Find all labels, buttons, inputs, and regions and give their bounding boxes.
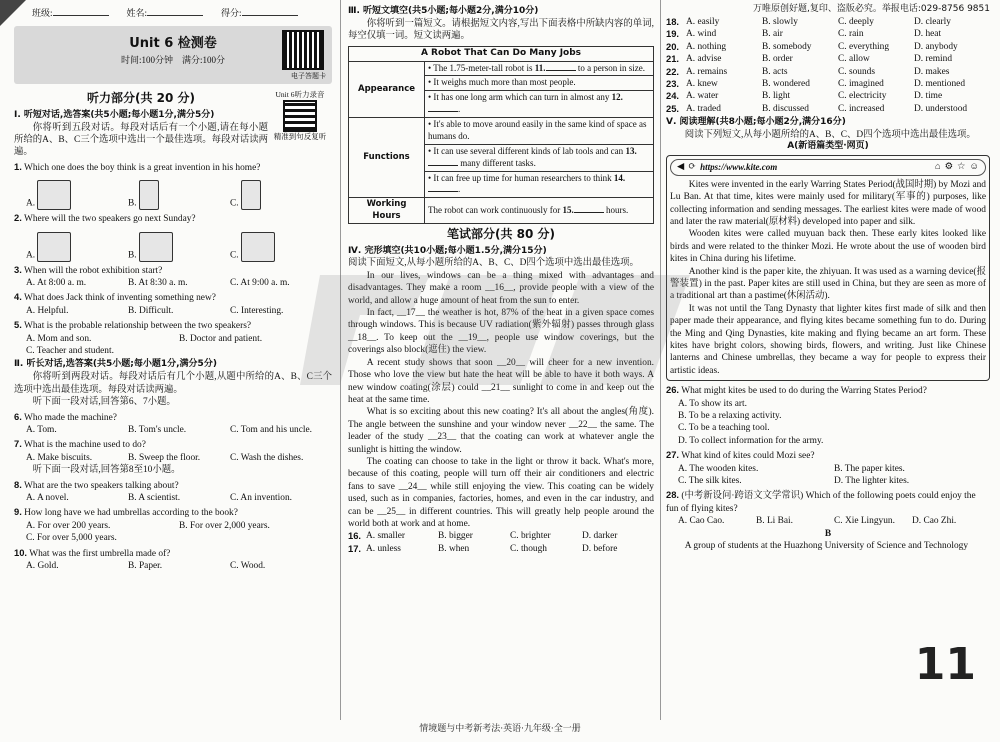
question-10: 10. What was the first umbrella made of?: [14, 546, 171, 559]
refresh-icon[interactable]: ⟳: [688, 162, 697, 173]
score-label: 得分:: [221, 8, 242, 18]
section-4-title: Ⅳ. 完形填空(共10小题;每小题1.5分,满分15分): [348, 245, 547, 256]
page-number-badge: 11: [914, 639, 976, 690]
student-info: [14, 8, 332, 20]
cloze-options-list: [666, 16, 990, 115]
section-5-intro: 阅读下列短文,从每小题所给的A、B、C、D四个选项中选出最佳选项。: [684, 130, 976, 140]
cloze-option-row: 23. A. knew B. wondered C. imagined D. mentioned: [666, 77, 966, 89]
reading-p2: Wooden kites were called muyuan back then. These early kites looked like birds and were related to the thinker Mozi. He wrote about the use of wooden bird kites in China during his lifetime.: [670, 229, 986, 265]
cloze-option-row: 24. A. water B. light C. electricity D. time: [666, 90, 943, 102]
divider: [660, 0, 661, 720]
url-text[interactable]: https://www.kite.com: [700, 161, 778, 172]
question-2: 2. Where will the two speakers go next Sunday?: [14, 212, 196, 225]
museum-icon: [241, 232, 275, 262]
audio-caption-2: 精准到句反复听: [273, 131, 327, 141]
unit-title: Unit 6 检测卷: [129, 35, 217, 51]
section-1-title: Ⅰ. 听短对话,选答案(共5小题;每小题1分,满分5分): [14, 109, 215, 120]
audio-qr-icon: [283, 100, 317, 132]
reading-b-p1: A group of students at the Huazhong University of Science and Technology: [684, 541, 969, 552]
question-28: 28. (中考新设问·跨语文文学常识) Which of the following poets could enjoy the fun of flying kites?: [666, 489, 976, 514]
section-2-title: Ⅱ. 听长对话,选答案(共5小题;每小题1分,满分5分): [14, 359, 217, 370]
name-label: 姓名:: [126, 8, 148, 18]
writing-title: 笔试部分(共 80 分): [446, 226, 556, 241]
factory-icon: [139, 232, 173, 262]
back-icon[interactable]: ◀: [677, 162, 685, 173]
fridge-icon: [241, 180, 261, 210]
star-icon[interactable]: ☆: [957, 162, 966, 173]
divider: [340, 0, 341, 720]
question-8: 8. What are the two speakers talking about?: [14, 478, 179, 491]
question-27: 27. What kind of kites could Mozi see?: [666, 449, 815, 462]
unit-subtitle: 时间:100分钟 满分:100分: [120, 55, 225, 66]
question-26: 26. What might kites be used to do during the Warring States Period?: [666, 384, 927, 397]
section-1-intro: 你将听到五段对话。每段对话后有一个小题,请在每小题所给的A、B、C三个选项中选出一个最佳选项。每段对话读两遍。: [14, 122, 268, 158]
cloze-p5: The coating can choose to take in the light or throw it back. What's more, because of this coating, people will turn off their air conditioners and electric fans to save __24__ while still enjoying the view. This coating can be widely used, such as in companies, factories, homes, and even in the car industry, and can be __25__ in different countries. This will greatly help people around the world both at work and at home.: [348, 456, 654, 529]
column-left: 班级: 姓名: 得分: Unit 6 检测卷 时间:100分钟 满分:100分 电子答题卡 听力部分(共 20 分) Ⅰ. 听短对话,选答案(共5小题;每小题1分,满分5分) 你将听到五段对话。每段对话后有一个小题,请在每小题所给的A、B、C三个选项中选出一个最佳选项。每段对话读两遍。 Unit 6听力录音 精准到句反复听 1. Which one does the boy think is a great invention in his home? A. B. C. 2. Where will the two speakers go next Sunday? A. B. C. 3. When will the robot exhibition start? A. At 8:00 a. m. B. At 8:30 a. m. C. At 9:00 a. m. 4. What does Jack think of inventing something new? A. Helpful. B. Difficult. C. Interesting. 5. What is the probable relationship between the two speakers? A. Mom and son. B. Doctor and patient. C. Teacher and student. Ⅱ. 听长对话,选答案(共5小题;每小题1分,满分5分) 你将听到两段对话。每段对话后有几个小题,从题中所给的A、B、C三个选项中选出最佳选项。每段对话读两遍。 听下面一段对话,回答第6、7小题。 6. Who made the machine? A. Tom. B. Tom's uncle. C. Tom and his uncle. 7. What is the machine used to do? A. Make biscuits. B. Sweep the floor. C. Wash the dishes. 听下面一段对话,回答第8至10小题。 8. What are the two speakers talking about? A. A novel. B. A scientist. C. An invention. 9. How long have we had umbrellas according to the book? A. For over 200 years. B. For over 2,000 years. C. For over 5,000 years. 10. What was the first umbrella made of? A. Gold. B. Paper. C. Wood.: [14, 8, 332, 572]
reading-p3: Another kind is the paper kite, the zhiyuan. It was used as a warning device(报警装置) in the past. Paper kites are still used in China, but they are seen as more of a traditional art than a pastime(休闲活动).: [670, 266, 986, 302]
cloze-p4: What is so exciting about this new coating? It's all about the angles(角度). The angle between the sunshine and your window never __22__ the same. The leader of the study __23__ that the coating can work at whatever angle the sunlight is hitting the window.: [348, 407, 654, 455]
cloze-option-row: 21. A. advise B. order C. allow D. remind: [666, 53, 953, 65]
section-5-title: Ⅴ. 阅读理解(共8小题;每小题2分,满分16分): [666, 117, 846, 128]
name-field[interactable]: [147, 15, 203, 16]
section-3-title: Ⅲ. 听短文填空(共5小题;每小题2分,满分10分): [348, 6, 539, 16]
cloze-option-row: 19. A. wind B. air C. rain D. heat: [666, 28, 942, 40]
section-3-intro: 你将听到一篇短文。请根据短文内容,写出下面表格中所缺内容的单词,每空仅填一词。短文读两遍。: [348, 18, 654, 42]
cloze-option-row: 22. A. remains B. acts C. sounds D. makes: [666, 65, 950, 77]
section-4-intro: 阅读下面短文,从每小题所给的A、B、C、D四个选项中选出最佳选项。: [348, 258, 639, 269]
cloze-option-row: 20. A. nothing B. somebody C. everything D. anybody: [666, 40, 958, 52]
question-5: 5. What is the probable relationship between the two speakers?: [14, 319, 252, 332]
class-field[interactable]: [53, 15, 109, 16]
column-right: 万唯原创好题,复印、盗版必究。举报电话:029-8756 9851 18. A. easily B. slowly C. deeply D. clearly 19. A. wind B. air C. rain D. heat 20. A. nothing B. somebody C. everything D. anybody 21. A. advise B. order C. allow D. remind 22. A. remains B. acts C. sounds D. makes 23. A. knew B. wondered C. imagined D. mentioned 24. A. water B. light C. electricity D. time 25. A. traded B. discussed C. increased D. understood Ⅴ. 阅读理解(共8小题;每小题2分,满分16分) 阅读下列短文,从每小题所给的A、B、C、D四个选项中选出最佳选项。 A(新语篇类型·网页) ◀ ⟳ https://www.kite.com ⌂ ⚙ ☆ ☺ Kites were invented in the early Warring States Period(战国时期) by Mozi and Lu Ban. At that time, kites were mainly used for military(军事的) purposes, like collecting information and sending messages. The earliest kites were made of wood and later the raw material(原材料) developed into paper and silk. Wooden kites were called muyuan back then. These early kites looked like birds and were related to the thinker Mozi. He wrote about the use of wooden bird kites in China during his lifetime. Another kind is the paper kite, the zhiyuan. It was used as a warning device(报警装置) in the past. Paper kites are still used in China, but they are seen as more of a traditional art than a pastime(休闲活动). It was not until the Tang Dynasty that lighter kites first made of silk and then paper made their appearance, and flying kites became something fun to do. During the Ming and Qing Dynasties, kite making and flying became an art form. These kites have bright colors, showing birds, flowers, and writing. Just like Chinese lanterns and Chinese umbrellas, they became a way for people to express their artistic ideas. 26. What might kites be used to do during the Warring States Period? A. To show its art. B. To be a relaxing activity. C. To be a teaching tool. D. To collect information for the army. 27. What kind of kites could Mozi see? A. The wooden kites. B. The paper kites. C. The silk kites. D. The lighter kites. 28. (中考新设问·跨语文文学常识) Which of the following poets could enjoy the fun of flying kites? A. Cao Cao. B. Li Bai. C. Xie Lingyun. D. Cao Zhi. B A group of students at the Huazhong University of Science and Technology: [666, 4, 990, 552]
house-icon: [37, 232, 71, 262]
section-2-intro: 你将听到两段对话。每段对话后有几个小题,从题中所给的A、B、C三个选项中选出最佳选项。每段对话读两遍。: [14, 372, 332, 395]
computer-icon: [37, 180, 71, 210]
blank-13[interactable]: [428, 165, 458, 166]
question-9: 9. How long have we had umbrellas according to the book?: [14, 506, 238, 519]
unit-banner: [14, 26, 332, 84]
qr-caption: 电子答题卡: [291, 71, 326, 80]
q2-options: A. B. C.: [14, 226, 332, 262]
audio-caption: Unit 6听力录音: [275, 89, 325, 99]
question-4: 4. What does Jack think of inventing something new?: [14, 291, 216, 304]
cloze-p2: In fact, __17__ the weather is hot, 87% of the heat in a given space comes through windows. This is because UV radiation(紫外辐射) passes through glass __18__. To keep out the __19__, people use window coverings, but the coverings also block(遮住) the view.: [348, 308, 654, 356]
cloze-option-row: 25. A. traded B. discussed C. increased D. understood: [666, 102, 968, 114]
question-6: 6. Who made the machine?: [14, 410, 117, 423]
class-label: 班级:: [32, 8, 53, 18]
question-1: 1. Which one does the boy think is a great invention in his home?: [14, 160, 261, 173]
blank-11[interactable]: [546, 70, 576, 71]
passage-a-title: A(新语篇类型·网页): [787, 141, 869, 152]
smile-icon[interactable]: ☺: [969, 162, 979, 173]
copyright-notice: 万唯原创好题,复印、盗版必究。举报电话:029-8756 9851: [753, 4, 990, 14]
settings-icon[interactable]: ⚙: [944, 162, 954, 173]
home-icon[interactable]: ⌂: [934, 162, 941, 173]
reading-p1: Kites were invented in the early Warring States Period(战国时期) by Mozi and Lu Ban. At that time, kites were mainly used for military(军事的) purposes, like collecting information and sending messages. The earliest kites were made of wood and later the raw material(原材料) developed into paper and silk.: [670, 179, 986, 227]
table-title: A Robot That Can Do Many Jobs: [349, 46, 654, 61]
q17-options: 17. A. unless B. when C. though D. before: [348, 542, 618, 554]
cloze-p1: In our lives, windows can be a thing mixed with advantages and disadvantages. They make a room __16__, provide people with a view of the world, and allow a huge amount of heat from the sun to enter.: [348, 270, 654, 306]
question-7: 7. What is the machine used to do?: [14, 438, 146, 451]
passage-b-title: B: [824, 528, 832, 539]
address-bar: [670, 159, 986, 175]
question-3: 3. When will the robot exhibition start?: [14, 263, 163, 276]
q1-options: A. B. C.: [14, 174, 332, 210]
blank-12[interactable]: [428, 111, 458, 112]
qr-code-icon: [282, 30, 324, 70]
listening-title: 听力部分(共 20 分): [86, 90, 196, 105]
cloze-option-row: 18. A. easily B. slowly C. deeply D. clearly: [666, 15, 951, 27]
column-middle: [342, 0, 660, 720]
q16-options: 16. A. smaller B. bigger C. brighter D. darker: [348, 530, 618, 542]
blank-15[interactable]: [574, 212, 604, 213]
phone-icon: [139, 180, 159, 210]
fill-table: A Robot That Can Do Many Jobs Appearance • The 1.75-meter-tall robot is 11. to a person in size. • It weighs much more than most people. • It has one long arm which can turn in almost any 12.. Functions • It's able to move around easily in the same kind of space as humans do. • It can use several different kinds of lab tools and can 13. many different tasks. • It can free up time for human researchers to think 14.. Working Hours The robot can work continuously for 15. hours.: [348, 46, 654, 224]
score-field[interactable]: [242, 15, 298, 16]
page-footer: 情境题与中考新考法·英语·九年级·全一册: [419, 724, 581, 734]
reading-p4: It was not until the Tang Dynasty that lighter kites first made of silk and then paper made their appearance, and flying kites became something fun to do. During the Ming and Qing Dynasties, kite making and flying became an art form. These kites have bright colors, showing birds, flowers, and writing. Just like Chinese lanterns and Chinese umbrellas, they became a way for people to express their artistic ideas.: [670, 303, 986, 376]
cloze-p3: A recent study shows that soon __20__ will cheer for a new invention. Those who love the view but hate the heat will be able to have it both ways. A new window coating(涂层) could __21__ sunlight to come in and keep out the heat at the same time.: [348, 357, 654, 405]
blank-14[interactable]: [428, 191, 458, 192]
browser-frame: [666, 155, 990, 381]
